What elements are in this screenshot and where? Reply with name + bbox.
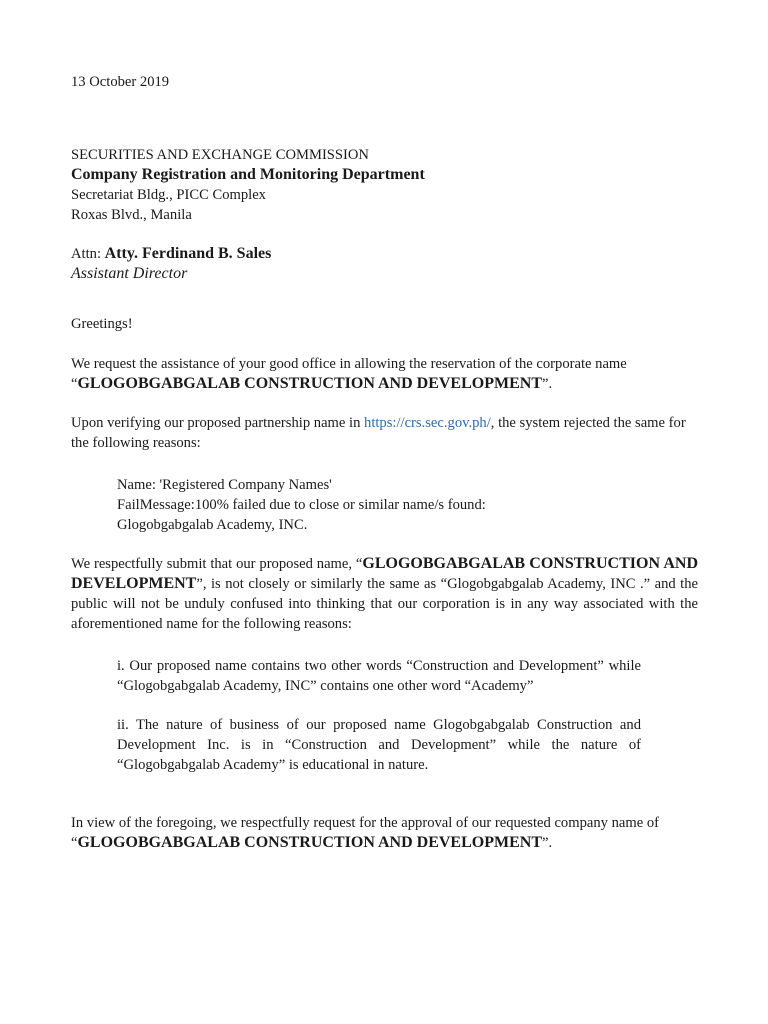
greeting: Greetings! bbox=[71, 316, 133, 332]
paragraph-conclusion-end: ”. bbox=[542, 835, 553, 851]
reason-line-1: Name: 'Registered Company Names' bbox=[117, 477, 332, 493]
reason-line-2: FailMessage:100% failed due to close or similar name/s found: bbox=[117, 497, 486, 513]
paragraph-submission bbox=[71, 554, 698, 634]
paragraph-submission-after: ”, is not closely or similarly the same as “Glogobgabgalab Academy, INC .” and the public will not be unduly confused into thinking that our corporation is in any way associated with the aforementioned name for the following reasons: bbox=[71, 576, 698, 632]
attn-name: Atty. Ferdinand B. Sales bbox=[104, 245, 272, 262]
list-item: i. Our proposed name contains two other words “Construction and Development” while “Glogobgabgalab Academy, INC” contains one other word “Academy” bbox=[117, 658, 641, 694]
paragraph-submission-before: We respectfully submit that our proposed name, “ bbox=[71, 556, 363, 572]
attention-block bbox=[71, 244, 698, 284]
paragraph-verification-before: Upon verifying our proposed partnership name in bbox=[71, 415, 365, 431]
reason-line-3: Glogobgabgalab Academy, INC. bbox=[117, 517, 308, 533]
attn-label: Attn: bbox=[71, 246, 101, 262]
letter-page bbox=[71, 72, 698, 853]
company-name: GLOGOBGABGALAB CONSTRUCTION AND DEVELOPMENT bbox=[77, 375, 542, 392]
paragraph-conclusion-text: In view of the foregoing, we respectfully request for the approval of our requested company name of “ bbox=[71, 815, 659, 851]
recipient-address bbox=[71, 145, 698, 225]
attn-title: Assistant Director bbox=[71, 265, 188, 282]
list-item: ii. The nature of business of our proposed name Glogobgabgalab Construction and Development Inc. is in “Construction and Development” while the nature of “Glogobgabgalab Academy” is educational in nature. bbox=[117, 717, 641, 773]
recipient-address-line-1: Secretariat Bldg., PICC Complex bbox=[71, 187, 266, 203]
paragraph-verification-after: , the system rejected the same for the following reasons: bbox=[71, 415, 686, 451]
recipient-org: SECURITIES AND EXCHANGE COMMISSION bbox=[71, 147, 369, 163]
letter-date: 13 October 2019 bbox=[71, 74, 170, 90]
company-name: GLOGOBGABGALAB CONSTRUCTION AND DEVELOPMENT bbox=[71, 555, 699, 592]
paragraph-request bbox=[71, 354, 698, 394]
company-name: GLOGOBGABGALAB CONSTRUCTION AND DEVELOPMENT bbox=[77, 834, 542, 851]
sec-link[interactable]: https://crs.sec.gov.ph/ bbox=[364, 415, 491, 431]
paragraph-request-end: ”. bbox=[542, 376, 553, 392]
paragraph-conclusion bbox=[71, 813, 698, 853]
paragraph-request-text: We request the assistance of your good office in allowing the reservation of the corporate name “ bbox=[71, 356, 627, 392]
recipient-department: Company Registration and Monitoring Department bbox=[71, 166, 425, 183]
rejection-reasons bbox=[117, 475, 698, 535]
paragraph-verification bbox=[71, 413, 698, 453]
reasons-list bbox=[117, 656, 641, 775]
recipient-address-line-2: Roxas Blvd., Manila bbox=[71, 207, 192, 223]
